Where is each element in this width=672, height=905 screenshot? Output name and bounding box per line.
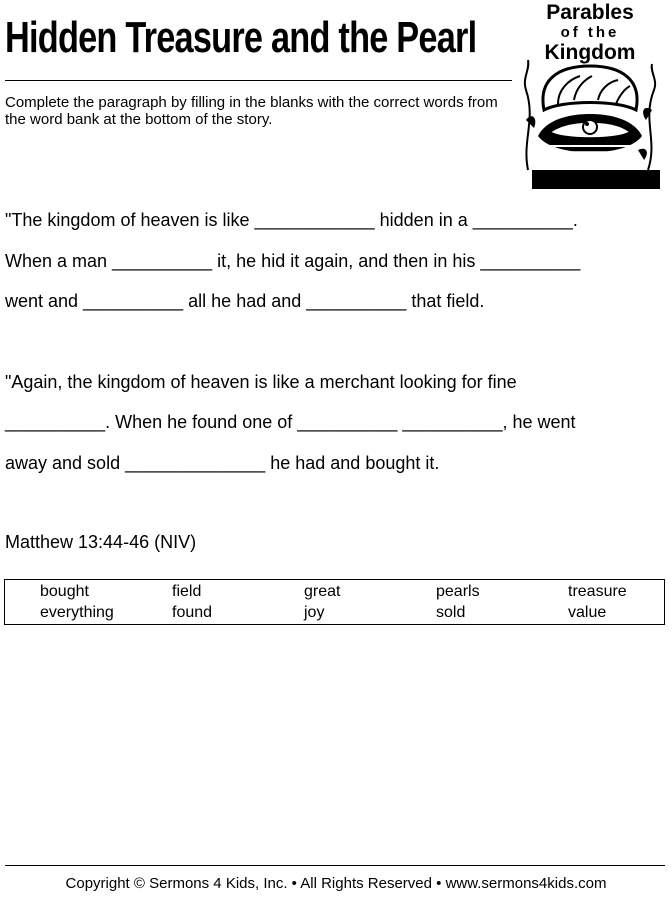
badge-line-1: Parables <box>546 1 634 24</box>
story-line-6: away and sold ______________ he had and bought it. <box>5 453 440 473</box>
word-bank-item: bought <box>40 583 89 600</box>
story-line-3: went and __________ all he had and __________ that field. <box>5 291 485 311</box>
word-bank-item: treasure <box>568 583 627 600</box>
badge-line-3: Kingdom <box>544 41 636 64</box>
word-bank-item: great <box>304 583 341 600</box>
title-divider <box>5 80 512 81</box>
badge-line-2: of the <box>560 24 620 41</box>
copyright-footer: Copyright © Sermons 4 Kids, Inc. • All Rights Reserved • www.sermons4kids.com <box>65 875 607 892</box>
word-bank-item: everything <box>40 604 114 621</box>
word-bank-item: value <box>568 604 607 621</box>
word-bank <box>4 579 665 625</box>
word-bank-item: sold <box>436 604 466 621</box>
word-bank-item: joy <box>304 604 325 621</box>
story-line-2: When a man __________ it, he hid it again, and then in his __________ <box>5 251 581 271</box>
parables-badge <box>518 0 662 190</box>
worksheet-title: Hidden Treasure and the Pearl <box>5 13 477 62</box>
scripture-reference: Matthew 13:44-46 (NIV) <box>5 532 197 552</box>
open-oyster-with-pearl-icon <box>518 0 662 190</box>
story-line-5: __________. When he found one of __________ __________, he went <box>5 412 576 432</box>
word-bank-item: pearls <box>436 583 480 600</box>
story-line-1: "The kingdom of heaven is like ____________ hidden in a __________. <box>5 210 578 230</box>
word-bank-item: field <box>172 583 202 600</box>
instructions: Complete the paragraph by filling in the blanks with the correct words from the word bank at the bottom of the story. <box>5 94 498 128</box>
footer-divider <box>5 865 665 866</box>
story-line-4: "Again, the kingdom of heaven is like a merchant looking for fine <box>5 372 517 392</box>
word-bank-item: found <box>172 604 213 621</box>
